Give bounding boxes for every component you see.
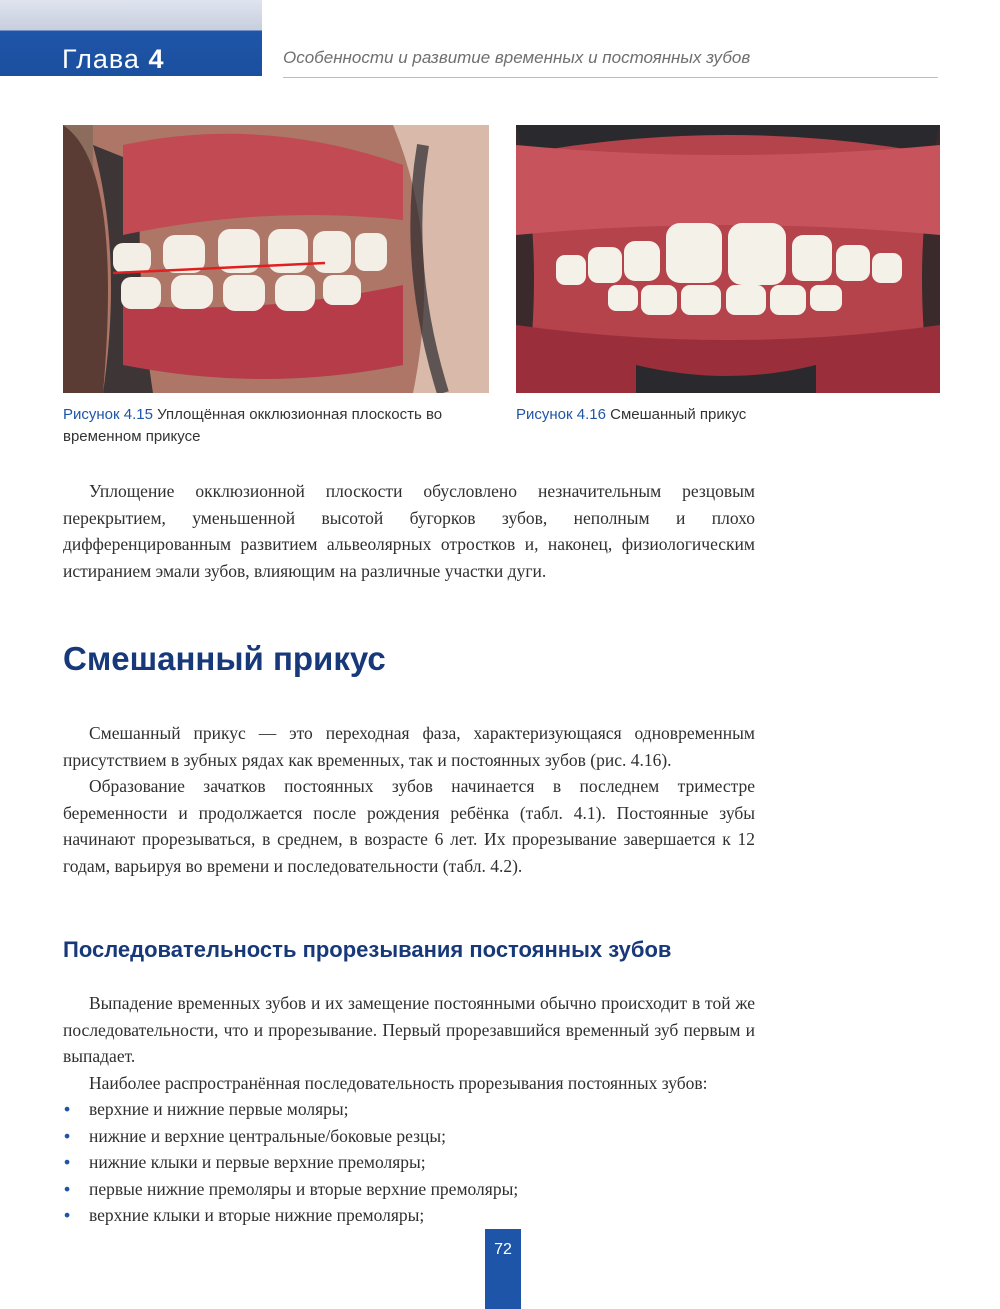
bullet-icon: • [64, 1152, 71, 1172]
intro-text [63, 478, 755, 584]
figure-photo-4-16 [516, 125, 940, 393]
list-item-text: верхние клыки и вторые нижние премоляры; [89, 1205, 425, 1225]
list-item [63, 1149, 755, 1176]
chapter-tab [0, 0, 262, 76]
section-text [63, 720, 755, 879]
section-heading: Смешанный прикус [63, 640, 386, 677]
paragraph: Уплощение окклюзионной плоскости обусловлено незначительным резцовым перекрытием, уменьшенной высотой бугорков зубов, неполным и плохо дифференцированным развитием альвеолярных отростков и, наконец, физиологическим истиранием эмали зубов, влияющим на различные участки дуги. [63, 481, 755, 581]
list-item [63, 1202, 755, 1229]
bullet-icon: • [64, 1099, 71, 1119]
bullet-icon: • [64, 1178, 71, 1199]
eruption-sequence-list [63, 1096, 755, 1229]
list-item-text: нижние и верхние центральные/боковые резцы; [89, 1125, 447, 1146]
bullet-icon: • [64, 1205, 71, 1225]
list-item-text: нижние клыки и первые верхние премоляры; [89, 1152, 426, 1172]
figure-caption-4-15 [63, 404, 503, 448]
paragraph: Образование зачатков постоянных зубов начинается в последнем триместре беременности и продолжается после рождения ребёнка (табл. 4.1). Постоянные зубы начинают прорезываться, в среднем, в возрасте 6 лет. Их прорезывание завершается к 12 годам, варьируя во времени и последовательности (табл. 4.2). [63, 776, 755, 876]
figure-caption-text: Смешанный прикус [610, 406, 747, 423]
figure-caption-4-16 [516, 404, 936, 426]
chapter-word: Глава [62, 44, 140, 74]
subsection-heading: Последовательность прорезывания постоянных зубов [63, 937, 672, 962]
running-title: Особенности и развитие временных и постоянных зубов [283, 48, 938, 78]
page-number: 72 [485, 1229, 521, 1309]
chapter-label [62, 44, 164, 75]
paragraph: Смешанный прикус — это переходная фаза, характеризующаяся одновременным присутствием в зубных рядах как временных, так и постоянных зубов (рис. 4.16). [63, 723, 755, 770]
paragraph: Наиболее распространённая последовательность прорезывания постоянных зубов: [89, 1072, 708, 1093]
paragraph: Выпадение временных зубов и их замещение постоянными обычно происходит в той же последовательности, что и прорезывание. Первый прорезавшийся временный зуб первым и выпадает. [63, 993, 755, 1066]
list-item [63, 1176, 755, 1203]
list-item-text: верхние и нижние первые моляры; [89, 1099, 349, 1119]
figure-number: Рисунок 4.16 [516, 406, 606, 423]
bullet-icon: • [64, 1125, 71, 1146]
subsection-text [63, 990, 755, 1229]
chapter-number: 4 [148, 44, 165, 74]
figure-photo-4-15 [63, 125, 489, 393]
figure-caption-text: Уплощённая окклюзионная плоскость во временном прикусе [63, 406, 443, 445]
list-item [63, 1096, 755, 1123]
list-item-text: первые нижние премоляры и вторые верхние премоляры; [89, 1178, 519, 1199]
figure-number: Рисунок 4.15 [63, 406, 153, 423]
list-item [63, 1123, 755, 1150]
